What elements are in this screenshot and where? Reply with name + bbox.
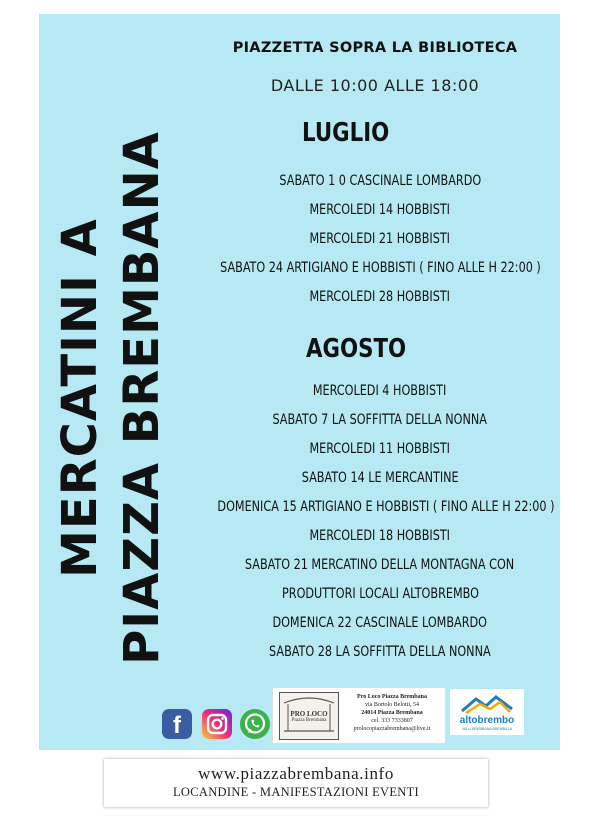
- venue-text: PIAZZETTA SOPRA LA BIBLIOTECA: [232, 40, 518, 56]
- site-url[interactable]: www.piazzabrembana.info: [198, 764, 394, 783]
- event-item: MERCOLEDI 4 HOBBISTI: [313, 383, 447, 399]
- proloco-logo-text: PRO LOCO: [290, 710, 328, 718]
- event-item: MERCOLEDI 21 HOBBISTI: [309, 231, 451, 247]
- event-item: SABATO 24 ARTIGIANO E HOBBISTI ( FINO ALLE H 22:00 ): [219, 260, 541, 276]
- event-item: MERCOLEDI 14 HOBBISTI: [309, 202, 451, 218]
- event-item: MERCOLEDI 28 HOBBISTI: [309, 289, 451, 305]
- site-caption: [104, 759, 488, 807]
- altobrembo-name: altobrembo: [459, 715, 515, 726]
- proloco-contact: [341, 693, 443, 733]
- proloco-card: [272, 687, 446, 744]
- hours-text: DALLE 10:00 ALLE 18:00: [270, 76, 480, 95]
- proloco-email[interactable]: prolocopiazzabrembana@live.it: [353, 726, 431, 732]
- proloco-logo: [279, 692, 339, 740]
- event-item: MERCOLEDI 18 HOBBISTI: [309, 528, 451, 544]
- poster-title-line-2: PIAZZA BREMBANA: [114, 131, 170, 665]
- site-subtitle: LOCANDINE - MANIFESTAZIONI EVENTI: [172, 785, 419, 799]
- whatsapp-icon[interactable]: [240, 709, 270, 739]
- event-item: SABATO 1 0 CASCINALE LOMBARDO: [279, 173, 481, 189]
- instagram-icon[interactable]: [202, 709, 232, 739]
- proloco-phone: cel. 333 7333807: [371, 718, 413, 724]
- proloco-name: Pro Loco Piazza Brembana: [357, 694, 427, 700]
- event-item: PRODUTTORI LOCALI ALTOBREMBO: [281, 586, 479, 602]
- altobrembo-tagline: VALLI BREMBANA BREMBILLA: [461, 727, 513, 731]
- altobrembo-mark-icon: [460, 693, 514, 715]
- altobrembo-logo: [450, 689, 524, 735]
- month-heading-august: AGOSTO: [306, 334, 407, 364]
- august-event-list: [190, 377, 570, 667]
- event-item: SABATO 14 LE MERCANTINE: [301, 470, 459, 486]
- event-item: SABATO 21 MERCATINO DELLA MONTAGNA CON: [245, 557, 515, 573]
- event-item: MERCOLEDI 11 HOBBISTI: [309, 441, 451, 457]
- event-item: DOMENICA 15 ARTIGIANO E HOBBISTI ( FINO ALLE H 22:00 ): [217, 499, 555, 515]
- facebook-icon[interactable]: f: [162, 709, 192, 739]
- event-item: SABATO 28 LA SOFFITTA DELLA NONNA: [269, 644, 491, 660]
- proloco-address: via Bortolo Belotti, 54: [365, 702, 419, 708]
- july-event-list: [190, 167, 570, 312]
- event-item: SABATO 7 LA SOFFITTA DELLA NONNA: [272, 412, 488, 428]
- proloco-logo-sub: Piazza Brembana: [291, 718, 327, 723]
- proloco-city: 24014 Piazza Brembana: [361, 710, 423, 716]
- month-heading-july: LUGLIO: [302, 118, 390, 148]
- event-item: DOMENICA 22 CASCINALE LOMBARDO: [272, 615, 488, 631]
- poster-title-line-1: MERCATINI A: [52, 218, 108, 578]
